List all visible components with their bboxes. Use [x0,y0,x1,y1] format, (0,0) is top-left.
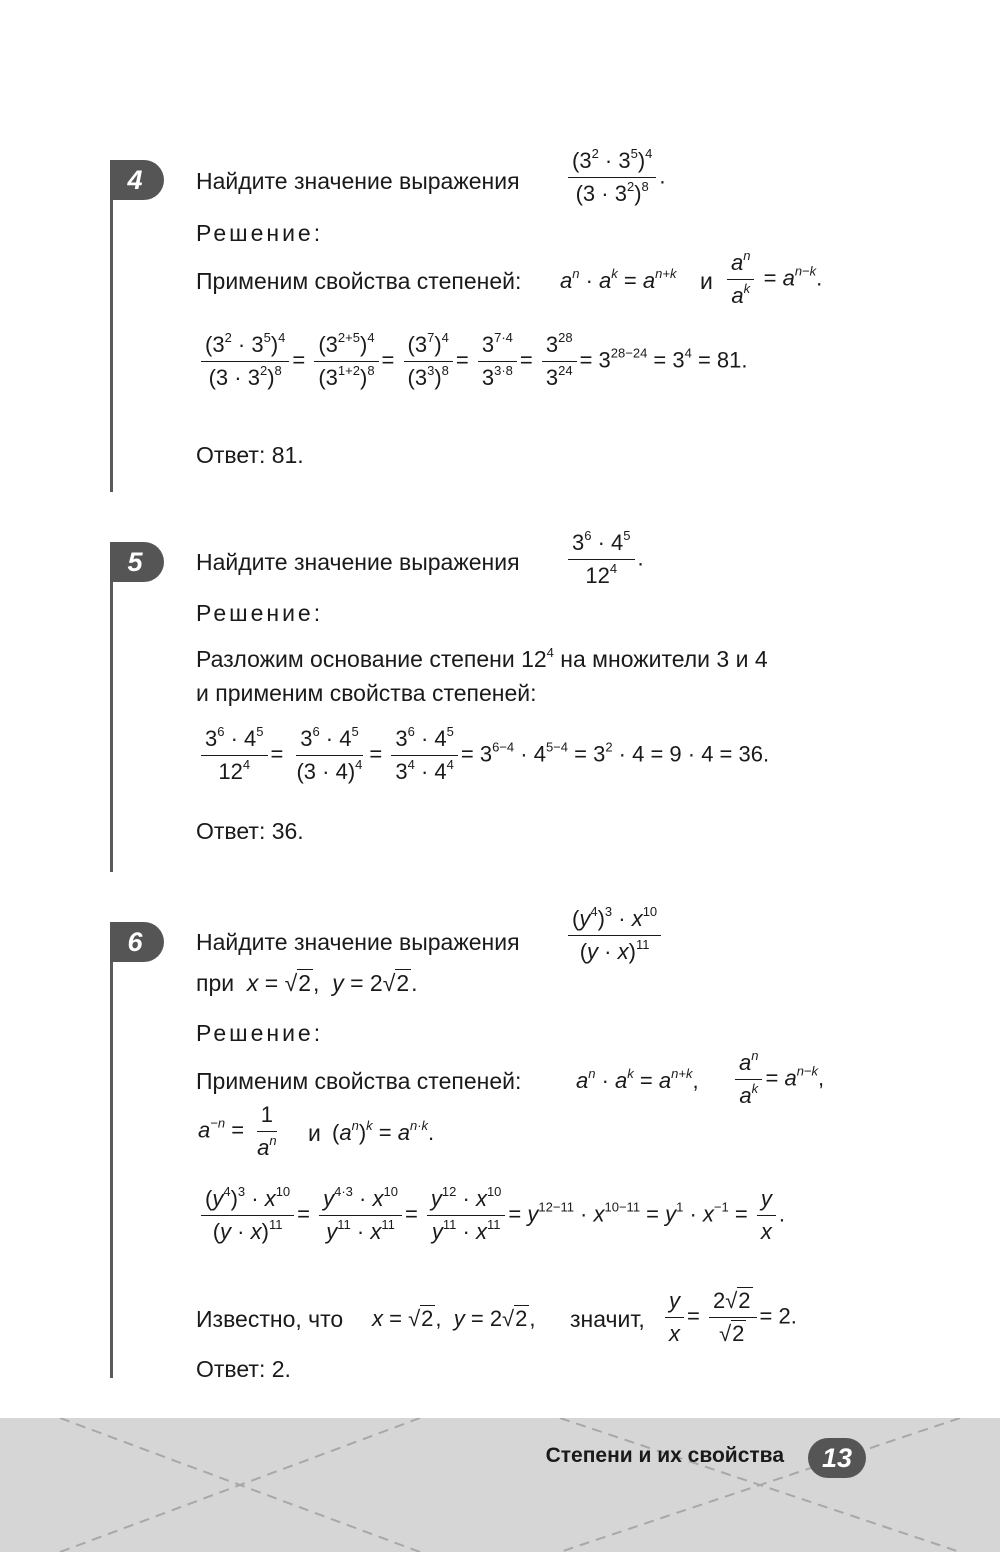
problem-6-conjunction: и [308,1120,321,1146]
problem-4 [110,146,890,492]
problem-4-property-formula-1: $a^n \cdot a^k = a^{n+k}$ [560,266,677,293]
problem-5-margin-line [110,542,113,872]
problem-6-property-formula-3: $a^{-n}$ = $\frac{1}{a^n}$ [198,1102,277,1160]
problem-5-number-badge: 5 [110,542,164,582]
problem-6 [110,904,890,1382]
problem-5-text-line-1-tail: на множители 3 и 4 [560,646,768,672]
problem-5-answer: Ответ: 36. [196,818,304,844]
problem-4-conjunction: и [700,268,713,294]
problem-5-task: Найдите значение выражения [196,549,520,575]
problem-6-properties-text: Применим свойства степеней: [196,1068,522,1094]
problem-4-solution-label: Решение: [196,220,324,246]
footer-title: Степени и их свойства [545,1444,784,1467]
problem-6-known-result: $\frac{y}{x}$ = $\frac{2√2}{√2}$ = 2. [662,1288,797,1347]
problem-6-answer: Ответ: 2. [196,1356,291,1382]
problem-6-given-values: x = √2, y = 2√2. [246,970,418,996]
problem-6-property-formula-1: $a^n \cdot a^k = a^{n+k}$, [576,1066,699,1093]
problem-5 [110,528,890,872]
problem-4-number-badge: 4 [110,160,164,200]
problem-4-properties-text: Применим свойства степеней: [196,268,522,294]
problem-5-solution-chain: $\frac{3^6 \cdot 4^5}{12^4}$ = $\frac{3^6 \cdot 4^5}{(3 \cdot 4)^4}$ = $\frac{3^6 \cdot 4^5}{3^4 \cdot 4^4}$ = $3^{6-4} \cdot 4^{5-4} = 3^2 \cdot 4 = 9 \cdot 4 = 36$. [198,726,769,785]
page-number: 13 [808,1438,866,1478]
problem-6-solution-chain: $\frac{(y^4)^3 \cdot x^{10}}{(y \cdot x)^{11}}$ = $\frac{y^{4\cdot 3} \cdot x^{10}}{y^{11} \cdot x^{11}}$ = $\frac{y^{12} \cdot x^{10}}{y^{11} \cdot x^{11}}$ = $y^{12-11} \cdot x^{10-11} = y^1 \cdot x^{-1}$ = $\frac{y}{x}$ . [198,1186,785,1245]
problem-5-task-expression: $\frac{3^6 \cdot 4^5}{12^4}$ . [565,530,644,589]
problem-4-answer: Ответ: 81. [196,442,304,468]
problem-5-base-power: $12^4$ [521,645,554,672]
problem-5-solution-label: Решение: [196,600,324,626]
problem-4-task: Найдите значение выражения [196,168,520,194]
problem-4-margin-line [110,160,113,492]
problem-6-property-formula-2: $\frac{a^n}{a^k}$ = $a^{n-k}$, [732,1050,824,1109]
problem-6-given-line [196,970,418,997]
problem-4-solution-chain: $\frac{(3^2 \cdot 3^5)^4}{(3 \cdot 3^2)^8}$ = $\frac{(3^{2+5})^4}{(3^{1+2})^8}$ = $\frac{(3^7)^4}{(3^3)^8}$ = $\frac{3^{7\cdot 4}}{3^{3\cdot 8}}$ = $\frac{3^{28}}{3^{24}}$ = $3^{28-24} = 3^4 = 81$. [198,332,748,391]
problem-6-given-prefix: при [196,970,235,996]
page-footer [0,1418,1000,1552]
problem-6-task-expression: $\frac{(y^4)^3 \cdot x^{10}}{(y \cdot x)^{11}}$ [565,906,664,965]
problem-5-text-line-1-start: Разложим основание степени [196,646,515,672]
problem-5-text-line-2: и применим свойства степеней: [196,680,537,706]
problem-6-known-text: Известно, что [196,1306,344,1332]
problem-6-known-values: x = √2, y = 2√2, [372,1306,536,1331]
problem-4-task-expression: $\frac{(3^2 \cdot 3^5)^4}{(3 \cdot 3^2)^8}$ . [565,148,666,207]
problem-6-solution-label: Решение: [196,1020,324,1046]
problem-6-number-badge: 6 [110,922,164,962]
problem-5-text-line-1 [196,646,768,673]
problem-6-known-mid: значит, [570,1306,645,1332]
problem-6-margin-line [110,922,113,1378]
problem-6-property-formula-4: $(a^n)^k = a^{n\cdot k}$. [332,1118,435,1145]
problem-4-property-formula-2: $\frac{a^n}{a^k}$ = $a^{n-k}$. [724,250,822,309]
problem-6-task: Найдите значение выражения [196,929,520,955]
